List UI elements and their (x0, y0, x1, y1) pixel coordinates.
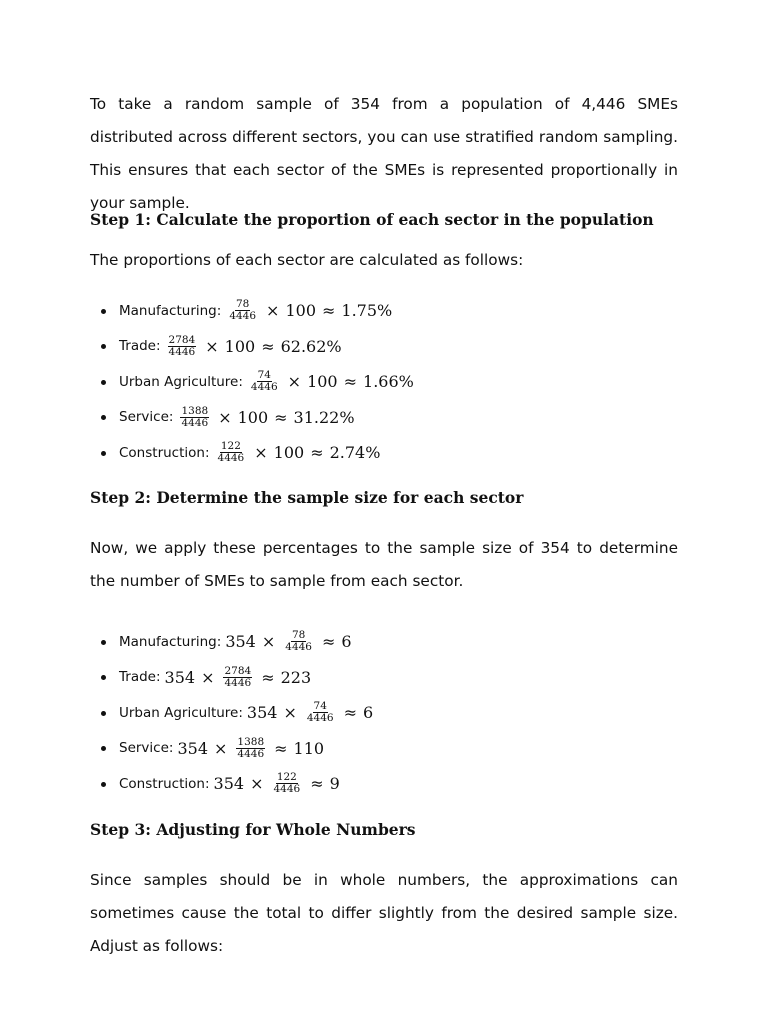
step3-text: Since samples should be in whole numbers, the approximations can sometimes cause the total to differ slightly from the desired sample size. Adjust as follows: (90, 871, 678, 955)
list-item: Service: 354 × $\frac{1388}{4446}$ ≈ 110 (90, 731, 373, 767)
bullet-icon (101, 309, 106, 314)
list-item: Trade: $\frac{2784}{4446}$ × 100 ≈ 62.62% (90, 329, 414, 365)
step2-heading: Step 2: Determine the sample size for each sector (90, 488, 524, 507)
fraction: $\frac{122}{4446}$ (273, 771, 301, 796)
fraction: $\frac{74}{4446}$ (306, 700, 334, 725)
fraction: $\frac{1388}{4446}$ (237, 735, 265, 760)
bullet-icon (101, 380, 106, 385)
fraction: $\frac{122}{4446}$ (217, 440, 245, 465)
step1-heading: Step 1: Calculate the proportion of each sector in the population (90, 210, 654, 229)
bullet-icon (101, 711, 106, 716)
bullet-icon (101, 746, 106, 751)
fraction: $\frac{2784}{4446}$ (224, 664, 252, 689)
step3-heading: Step 3: Adjusting for Whole Numbers (90, 820, 416, 839)
list-item: Service: $\frac{1388}{4446}$ × 100 ≈ 31.22% (90, 400, 414, 436)
bullet-icon (101, 344, 106, 349)
list-item: Manufacturing: 354 × $\frac{78}{4446}$ ≈ 6 (90, 624, 373, 660)
fraction: $\frac{78}{4446}$ (229, 298, 257, 323)
list-item: Construction: 354 × $\frac{122}{4446}$ ≈ 9 (90, 766, 373, 802)
list-item: Urban Agriculture: 354 × $\frac{74}{4446}$ ≈ 6 (90, 695, 373, 731)
bullet-icon (101, 415, 106, 420)
proportion-list (90, 293, 414, 471)
fraction: $\frac{2784}{4446}$ (168, 333, 196, 358)
list-item: Construction: $\frac{122}{4446}$ × 100 ≈ 2.74% (90, 435, 414, 471)
list-item: Urban Agriculture: $\frac{74}{4446}$ × 100 ≈ 1.66% (90, 364, 414, 400)
fraction: $\frac{78}{4446}$ (285, 629, 312, 654)
list-item: Trade: 354 × $\frac{2784}{4446}$ ≈ 223 (90, 660, 373, 696)
bullet-icon (101, 782, 106, 787)
bullet-icon (101, 675, 106, 680)
fraction: $\frac{74}{4446}$ (250, 369, 278, 394)
step1-text: The proportions of each sector are calculated as follows: (90, 251, 524, 269)
bullet-icon (101, 640, 106, 645)
step2-text: Now, we apply these percentages to the sample size of 354 to determine the number of SMEs to sample from each sector. (90, 539, 678, 590)
fraction: $\frac{1388}{4446}$ (181, 404, 209, 429)
intro-paragraph: To take a random sample of 354 from a population of 4,446 SMEs distributed across different sectors, you can use stratified random sampling. This ensures that each sector of the SMEs is represented proportionally in your sample. (90, 95, 678, 212)
list-item: Manufacturing: $\frac{78}{4446}$ × 100 ≈ 1.75% (90, 293, 414, 329)
sample-size-list (90, 624, 373, 802)
bullet-icon (101, 451, 106, 456)
